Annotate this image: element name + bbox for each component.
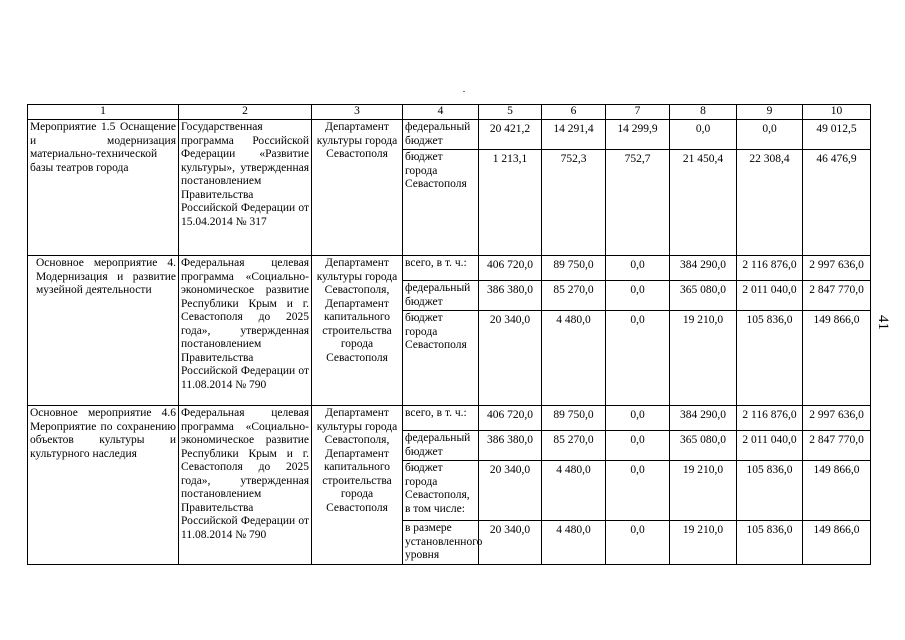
amount-cell: 4 480,0 (542, 311, 606, 406)
amount-cell: 0,0 (670, 120, 737, 150)
amount-cell: 365 080,0 (670, 281, 737, 311)
amount-cell: 2 116 876,0 (737, 256, 803, 281)
column-header: 7 (606, 105, 670, 120)
amount-cell: 105 836,0 (737, 461, 803, 521)
amount-cell: 105 836,0 (737, 521, 803, 565)
budget-table (27, 104, 871, 565)
table-row (28, 120, 871, 150)
funding-source: бюджет города Севастополя (403, 150, 479, 256)
amount-cell: 1 213,1 (479, 150, 542, 256)
amount-cell: 20 421,2 (479, 120, 542, 150)
column-header: 1 (28, 105, 179, 120)
amount-cell: 20 340,0 (479, 461, 542, 521)
amount-cell: 89 750,0 (542, 406, 606, 431)
header-row (28, 105, 871, 120)
table-row (28, 256, 871, 281)
amount-cell: 149 866,0 (803, 461, 871, 521)
page-number: 41 (875, 315, 891, 330)
amount-cell: 0,0 (606, 311, 670, 406)
program-name: Федеральная целевая программа «Социально-экономическое развитие Республики Крым и г. Севастополя до 2025 года», утвержденная постановлением Правительства Российской Федерации от 11.08.2014 № 790 (179, 406, 312, 565)
amount-cell: 149 866,0 (803, 521, 871, 565)
amount-cell: 105 836,0 (737, 311, 803, 406)
amount-cell: 2 997 636,0 (803, 406, 871, 431)
amount-cell: 0,0 (606, 521, 670, 565)
amount-cell: 2 011 040,0 (737, 431, 803, 461)
amount-cell: 85 270,0 (542, 281, 606, 311)
amount-cell: 21 450,4 (670, 150, 737, 256)
column-header: 3 (312, 105, 403, 120)
event-name: Мероприятие 1.5 Оснащение и модернизация материально-технической базы театров города (28, 120, 179, 256)
funding-source: федеральный бюджет (403, 120, 479, 150)
column-header: 4 (403, 105, 479, 120)
amount-cell: 22 308,4 (737, 150, 803, 256)
amount-cell: 386 380,0 (479, 431, 542, 461)
amount-cell: 0,0 (606, 281, 670, 311)
column-header: 9 (737, 105, 803, 120)
event-name: Основное мероприятие 4.6 Мероприятие по сохранению объектов культуры и культурного наследия (28, 406, 179, 565)
amount-cell: 46 476,9 (803, 150, 871, 256)
amount-cell: 85 270,0 (542, 431, 606, 461)
funding-source: бюджет города Севастополя (403, 311, 479, 406)
column-header: 5 (479, 105, 542, 120)
funding-source: федеральный бюджет (403, 281, 479, 311)
executor-name: Департамент культуры города Севастополя, Департамент капитального строительства города Севастополя (312, 406, 403, 565)
amount-cell: 149 866,0 (803, 311, 871, 406)
funding-source: всего, в т. ч.: (403, 406, 479, 431)
amount-cell: 14 299,9 (606, 120, 670, 150)
amount-cell: 384 290,0 (670, 256, 737, 281)
amount-cell: 14 291,4 (542, 120, 606, 150)
amount-cell: 20 340,0 (479, 311, 542, 406)
column-header: 2 (179, 105, 312, 120)
program-name: Федеральная целевая программа «Социально-экономическое развитие Республики Крым и г. Севастополя до 2025 года», утвержденная постановлением Правительства Российской Федерации от 11.08.2014 № 790 (179, 256, 312, 406)
amount-cell: 49 012,5 (803, 120, 871, 150)
scan-speck (463, 91, 465, 92)
column-header: 8 (670, 105, 737, 120)
amount-cell: 752,7 (606, 150, 670, 256)
column-header: 10 (803, 105, 871, 120)
amount-cell: 4 480,0 (542, 461, 606, 521)
executor-name: Департамент культуры города Севастополя, Департамент капитального строительства города Севастополя (312, 256, 403, 406)
executor-name: Департамент культуры города Севастополя (312, 120, 403, 256)
event-name: Основное мероприятие 4. Модернизация и развитие музейной деятельности (28, 256, 179, 406)
funding-source: федеральный бюджет (403, 431, 479, 461)
amount-cell: 384 290,0 (670, 406, 737, 431)
column-header: 6 (542, 105, 606, 120)
amount-cell: 2 011 040,0 (737, 281, 803, 311)
amount-cell: 2 997 636,0 (803, 256, 871, 281)
table-row (28, 406, 871, 431)
amount-cell: 2 116 876,0 (737, 406, 803, 431)
amount-cell: 365 080,0 (670, 431, 737, 461)
amount-cell: 0,0 (606, 406, 670, 431)
funding-source: в размере установленного уровня (403, 521, 479, 565)
amount-cell: 0,0 (606, 431, 670, 461)
amount-cell: 386 380,0 (479, 281, 542, 311)
amount-cell: 19 210,0 (670, 521, 737, 565)
amount-cell: 20 340,0 (479, 521, 542, 565)
amount-cell: 2 847 770,0 (803, 431, 871, 461)
amount-cell: 2 847 770,0 (803, 281, 871, 311)
funding-source: всего, в т. ч.: (403, 256, 479, 281)
amount-cell: 406 720,0 (479, 256, 542, 281)
amount-cell: 406 720,0 (479, 406, 542, 431)
amount-cell: 752,3 (542, 150, 606, 256)
amount-cell: 0,0 (606, 461, 670, 521)
program-name: Государственная программа Российской Федерации «Развитие культуры», утвержденная постановлением Правительства Российской Федерации от 15.04.2014 № 317 (179, 120, 312, 256)
amount-cell: 19 210,0 (670, 461, 737, 521)
amount-cell: 89 750,0 (542, 256, 606, 281)
amount-cell: 0,0 (737, 120, 803, 150)
amount-cell: 0,0 (606, 256, 670, 281)
funding-source: бюджет города Севастополя, в том числе: (403, 461, 479, 521)
amount-cell: 4 480,0 (542, 521, 606, 565)
amount-cell: 19 210,0 (670, 311, 737, 406)
